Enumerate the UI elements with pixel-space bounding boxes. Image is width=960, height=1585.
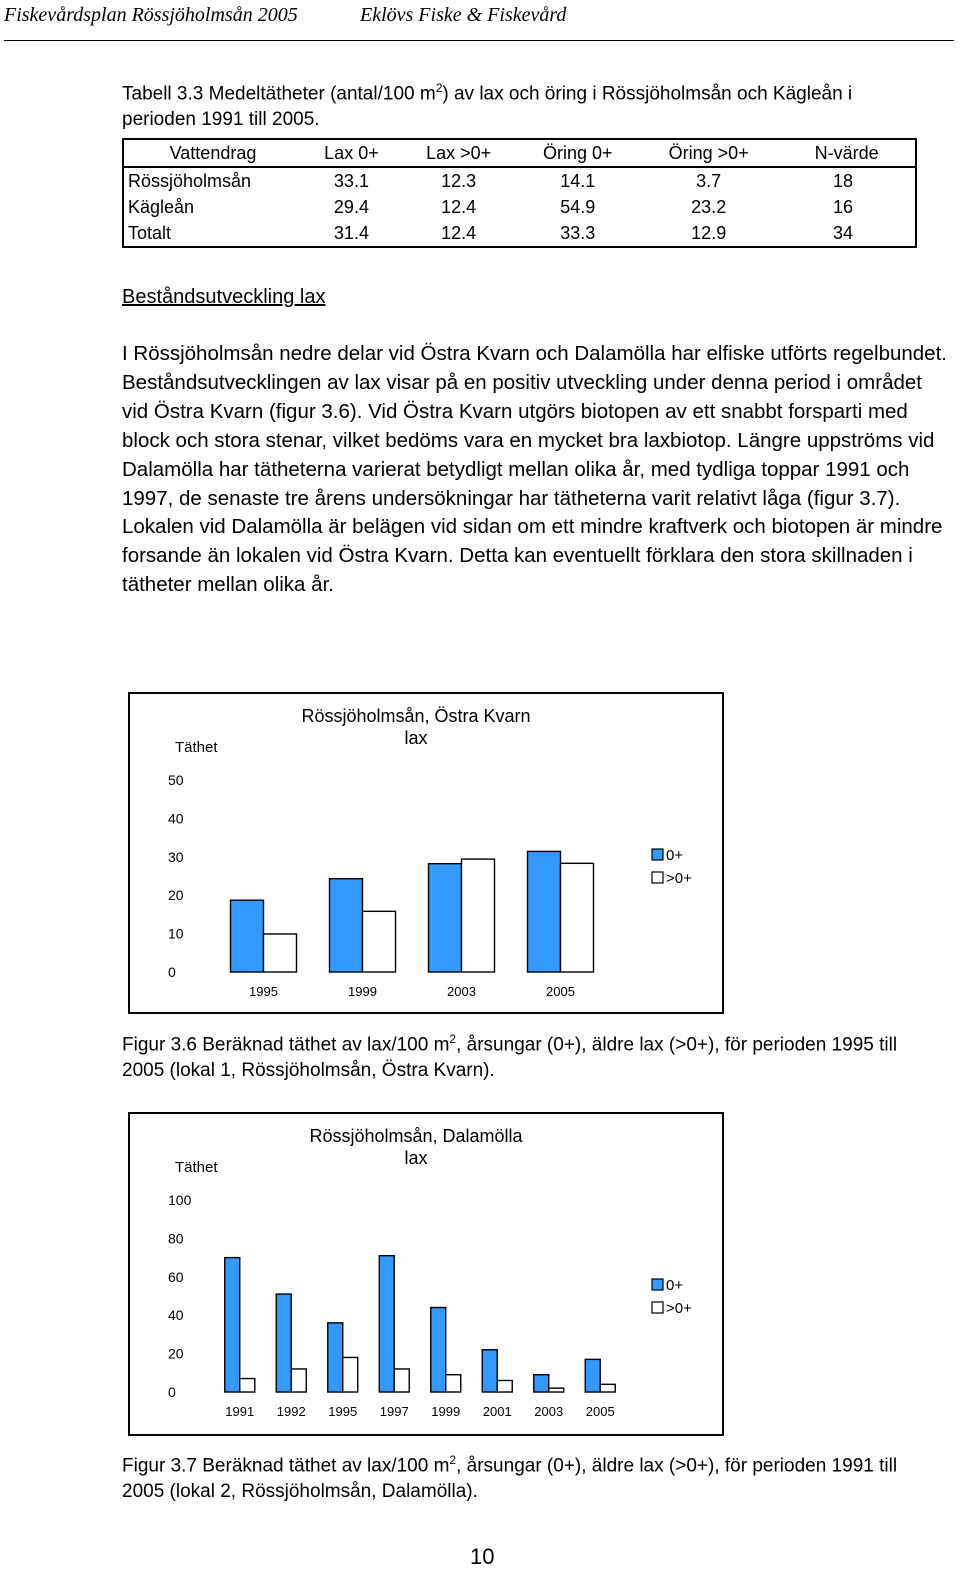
x-tick-label: 2003 [447, 984, 476, 999]
table-cell: 29.4 [333, 196, 369, 217]
fig2-caption-sup: 2 [449, 1453, 457, 1467]
body-paragraph: I Rössjöholmsån nedre delar vid Östra Kvarn och Dalamölla har elfiske utförts regelbundet. Beståndsutvecklingen av lax visar på en positiv utveckling under denna period i området vid Östra Kvarn (figur 3.6). Vid Östra Kvarn utgörs biotopen av ett snabbt forsparti med block och stora stenar, vilket bedöms vara en mycket bra laxbiotop. Längre uppströms vid Dalamölla har tätheterna varierat betydligt mellan olika år, med tydliga toppar 1991 och 1997, de senaste tre årens undersökningar har tätheterna varit relativt låga (figur 3.7). Lokalen vid Dalamölla är belägen vid sidan om ett mindre kraftverk och biotopen är mindre forsande än lokalen vid Östra Kvarn. Detta kan eventuellt förklara den stora skillnaden i tätheter mellan olika år. [122, 342, 947, 597]
table-cell: 3.7 [696, 170, 722, 191]
table-cell: Kägleån [128, 196, 195, 217]
y-axis-label: Täthet [175, 739, 218, 756]
x-tick-label: 1995 [249, 984, 278, 999]
legend-swatch [652, 1302, 663, 1313]
bar [549, 1388, 564, 1392]
table-cell: 54.9 [560, 196, 596, 217]
legend-label: 0+ [666, 1277, 684, 1294]
bar [330, 879, 363, 972]
chart-subtitle: lax [404, 1148, 428, 1168]
table-header-cell: Öring 0+ [516, 139, 639, 167]
legend-swatch [652, 1279, 663, 1290]
x-tick-label: 1997 [379, 1404, 409, 1419]
y-tick-label: 0 [168, 964, 176, 980]
table-cell: Totalt [128, 222, 172, 243]
table-cell: 12.3 [441, 170, 477, 191]
table-cell: 12.4 [441, 196, 477, 217]
x-tick-label: 2005 [546, 984, 575, 999]
table-caption [122, 75, 922, 133]
x-tick-label: 1992 [276, 1404, 306, 1419]
legend-label: >0+ [666, 1300, 692, 1317]
legend-label: 0+ [666, 847, 684, 864]
chart-title: Rössjöholmsån, Dalamölla [309, 1126, 523, 1146]
table-cell: 33.3 [560, 222, 596, 243]
table-header-cell: Lax >0+ [401, 139, 517, 167]
legend-label: >0+ [666, 870, 692, 887]
figure-caption-3-6 [122, 1026, 922, 1084]
fig1-caption-prefix: Figur 3.6 Beräknad täthet av lax/100 m [122, 1034, 450, 1056]
x-tick-label: 1991 [225, 1404, 255, 1419]
x-tick-label: 1999 [348, 984, 377, 999]
y-tick-label: 60 [168, 1268, 184, 1285]
table-caption-prefix: Tabell 3.3 Medeltätheter (antal/100 m [122, 83, 436, 105]
bar [446, 1375, 461, 1392]
bar [379, 1256, 394, 1392]
chart-dalamolla-svg [130, 1114, 722, 1434]
x-tick-label: 1999 [431, 1404, 461, 1419]
y-tick-label: 40 [168, 1307, 184, 1324]
y-tick-label: 30 [168, 848, 184, 865]
bar [276, 1294, 291, 1392]
bar [429, 864, 462, 972]
table-header-cell: N-värde [778, 139, 916, 167]
bar [561, 863, 594, 972]
legend-swatch [652, 872, 663, 883]
y-axis-label: Täthet [175, 1159, 218, 1176]
table-cell: 34 [832, 222, 853, 243]
table-row [123, 167, 916, 194]
header-rule [4, 40, 954, 41]
bar [534, 1375, 549, 1392]
y-tick-label: 20 [168, 1345, 184, 1362]
fig2-caption-prefix: Figur 3.7 Beräknad täthet av lax/100 m [122, 1455, 450, 1477]
header-right: Eklövs Fiske & Fiskevård [360, 4, 567, 26]
table-cell: 18 [832, 170, 853, 191]
x-tick-label: 2001 [482, 1404, 512, 1419]
table-header-cell: Vattendrag [123, 139, 302, 167]
y-tick-label: 100 [168, 1192, 192, 1208]
fig1-caption-suffix: , årsungar (0+), äldre lax (>0+), för perioden 1995 till 2005 (lokal 1, Rössjöholmsån, Östra Kvarn). [122, 1034, 898, 1082]
fig1-caption-sup: 2 [449, 1032, 457, 1046]
table-cell: 31.4 [333, 222, 369, 243]
bar [264, 934, 297, 972]
bar [497, 1380, 512, 1392]
table-header-row [123, 139, 916, 167]
bar [225, 1258, 240, 1392]
bar [431, 1308, 446, 1392]
table-caption-sup: 2 [435, 81, 443, 95]
table-row [123, 220, 916, 247]
bar [343, 1357, 358, 1392]
bar [394, 1369, 409, 1392]
page-header [0, 0, 960, 44]
figure-caption-3-7 [122, 1447, 922, 1505]
bar [328, 1323, 343, 1392]
table-header-cell: Lax 0+ [302, 139, 401, 167]
page-number: 10 [470, 1544, 495, 1569]
x-tick-label: 1995 [328, 1404, 358, 1419]
bar [240, 1379, 255, 1392]
legend-swatch [652, 849, 663, 860]
table-row [123, 194, 916, 220]
x-tick-label: 2003 [534, 1404, 564, 1419]
bar [363, 911, 396, 972]
bar [528, 851, 561, 972]
table-header-cell: Öring >0+ [639, 139, 778, 167]
bar [600, 1384, 615, 1392]
chart-ostra-kvarn-svg [130, 694, 722, 1012]
chart-dalamolla [128, 1112, 724, 1436]
x-tick-label: 2005 [585, 1404, 615, 1419]
bar [482, 1350, 497, 1392]
table-cell: 23.2 [691, 196, 727, 217]
bar [585, 1359, 600, 1392]
bar [231, 900, 264, 972]
header-left: Fiskevårdsplan Rössjöholmsån 2005 [4, 4, 298, 26]
table-cell: 12.9 [691, 222, 727, 243]
section-title: Beståndsutveckling lax [122, 286, 326, 308]
y-tick-label: 80 [168, 1230, 184, 1247]
y-tick-label: 50 [168, 772, 184, 788]
y-tick-label: 0 [168, 1384, 176, 1400]
table-cell: Rössjöholmsån [128, 170, 252, 191]
chart-title: Rössjöholmsån, Östra Kvarn [301, 706, 531, 726]
table-cell: 14.1 [560, 170, 596, 191]
table-cell: 33.1 [333, 170, 369, 191]
y-tick-label: 20 [168, 887, 184, 904]
y-tick-label: 40 [168, 810, 184, 827]
chart-ostra-kvarn [128, 692, 724, 1014]
bar [291, 1369, 306, 1392]
density-table [122, 138, 917, 248]
fig2-caption-suffix: , årsungar (0+), äldre lax (>0+), för perioden 1991 till 2005 (lokal 2, Rössjöholmsån, Dalamölla). [122, 1455, 898, 1503]
bar [462, 859, 495, 972]
y-tick-label: 10 [168, 925, 184, 942]
chart-subtitle: lax [404, 728, 428, 748]
table-cell: 16 [832, 196, 853, 217]
table-caption-suffix: ) av lax och öring i Rössjöholmsån och Kägleån i perioden 1991 till 2005. [122, 83, 853, 131]
table-cell: 12.4 [441, 222, 477, 243]
